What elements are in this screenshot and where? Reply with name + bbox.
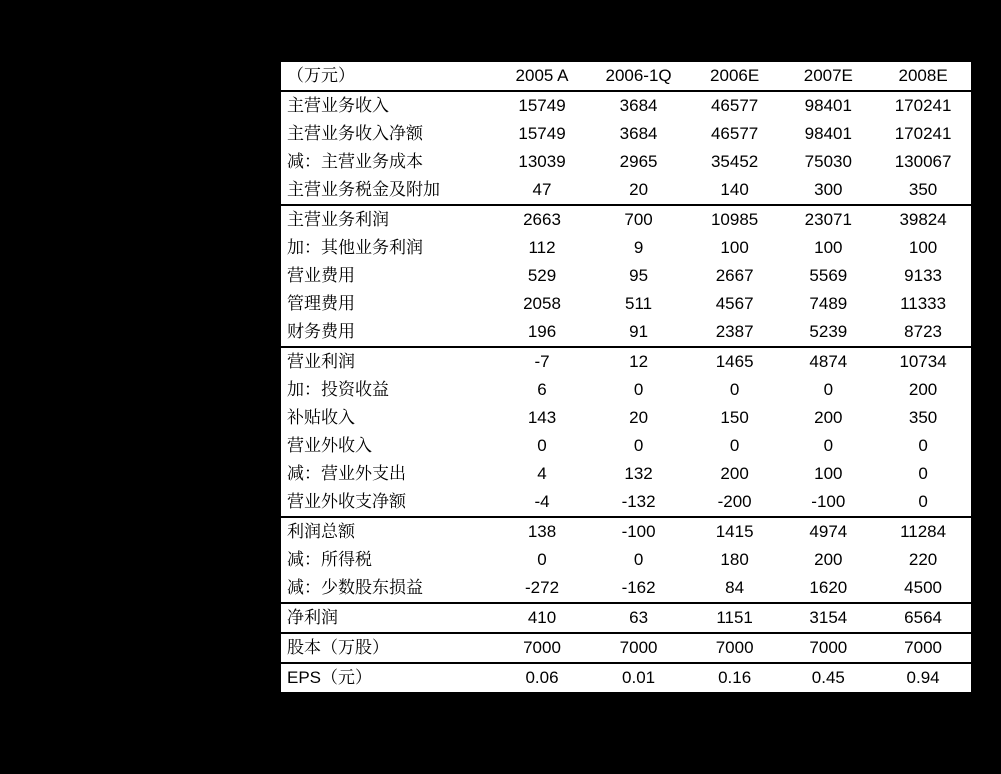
- row-value: -132: [621, 492, 656, 511]
- table-row: [281, 376, 971, 404]
- row-label: 补贴收入: [287, 408, 355, 427]
- row-value: -200: [717, 492, 752, 511]
- table-row: [281, 262, 971, 290]
- table-row: [281, 603, 971, 633]
- financial-table-body: [281, 62, 971, 693]
- row-value: 3684: [589, 91, 687, 120]
- row-value: 4: [537, 464, 547, 483]
- table-row: [281, 205, 971, 234]
- table-row: [281, 290, 971, 318]
- row-value: 0: [823, 380, 834, 399]
- row-value: 98401: [804, 124, 852, 143]
- row-value: 200: [814, 550, 843, 569]
- financial-table: [281, 62, 971, 694]
- row-label: 股本（万股）: [281, 633, 495, 663]
- row-label: 主营业务利润: [281, 205, 495, 234]
- row-label: 减：所得税: [287, 550, 372, 569]
- column-header-unit: （万元）: [287, 66, 355, 85]
- table-row: [281, 120, 971, 148]
- row-value: 4874: [781, 347, 875, 376]
- row-value: 132: [624, 464, 653, 483]
- row-value: 7489: [809, 294, 848, 313]
- table-row: [281, 517, 971, 546]
- row-value: 138: [495, 517, 590, 546]
- row-value: 7000: [781, 633, 875, 663]
- row-value: -4: [534, 492, 550, 511]
- row-value: 2663: [495, 205, 590, 234]
- row-value: 6: [537, 380, 547, 399]
- table-row: [281, 460, 971, 488]
- row-label: 减：主营业务成本: [287, 152, 423, 171]
- row-value: 150: [720, 408, 749, 427]
- row-value: 1151: [688, 603, 782, 633]
- row-value: 7000: [688, 633, 782, 663]
- row-value: -100: [589, 517, 687, 546]
- row-label: 营业费用: [287, 266, 355, 285]
- row-value: 180: [720, 550, 749, 569]
- row-label: 净利润: [281, 603, 495, 633]
- table-row: [281, 663, 971, 693]
- row-value: 1620: [809, 578, 848, 597]
- row-label: 主营业务收入净额: [287, 124, 423, 143]
- row-value: 6564: [875, 603, 971, 633]
- row-value: 7000: [875, 633, 971, 663]
- row-value: 4500: [904, 578, 942, 597]
- row-value: 700: [589, 205, 687, 234]
- table-row: [281, 574, 971, 603]
- row-value: 112: [528, 238, 556, 257]
- row-value: 300: [814, 180, 843, 199]
- row-value: 100: [814, 238, 843, 257]
- row-value: 140: [720, 180, 749, 199]
- row-value: 196: [527, 322, 557, 341]
- row-value: 23071: [781, 205, 875, 234]
- row-value: 2965: [619, 152, 658, 171]
- table-row: [281, 234, 971, 262]
- column-header-2008e: 2008E: [898, 66, 948, 85]
- row-value: 350: [908, 180, 938, 199]
- table-row: [281, 318, 971, 347]
- row-value: 10985: [688, 205, 782, 234]
- row-value: 20: [629, 180, 649, 199]
- row-value: 0: [633, 550, 644, 569]
- row-label: 减：少数股东损益: [287, 578, 423, 597]
- column-header-2005a: 2005 A: [515, 66, 569, 85]
- row-value: -100: [811, 492, 846, 511]
- row-value: 2387: [715, 322, 754, 341]
- row-value: 9133: [904, 266, 942, 285]
- row-value: 100: [908, 238, 938, 257]
- row-value: 46577: [710, 124, 759, 143]
- row-value: 12: [589, 347, 687, 376]
- row-value: 98401: [781, 91, 875, 120]
- row-value: 2667: [715, 266, 754, 285]
- row-value: -162: [621, 578, 656, 597]
- row-value: 410: [495, 603, 590, 633]
- row-value: 46577: [688, 91, 782, 120]
- row-value: 10734: [875, 347, 971, 376]
- row-value: 5239: [809, 322, 848, 341]
- row-value: 35452: [710, 152, 759, 171]
- row-value: 529: [527, 266, 557, 285]
- row-value: 7000: [589, 633, 687, 663]
- row-value: 75030: [804, 152, 852, 171]
- table-row: [281, 432, 971, 460]
- row-value: 2058: [523, 294, 561, 313]
- row-value: 15749: [495, 91, 590, 120]
- column-header-2007e: 2007E: [803, 66, 853, 85]
- row-label: 财务费用: [287, 322, 355, 341]
- table-header-row: [281, 62, 971, 91]
- row-value: 200: [720, 464, 749, 483]
- row-value: 0: [823, 436, 834, 455]
- row-value: 170241: [875, 91, 971, 120]
- row-value: 0: [729, 436, 740, 455]
- financial-table-container: [281, 62, 971, 694]
- row-value: 95: [629, 266, 649, 285]
- column-header-2006e: 2006E: [710, 66, 760, 85]
- row-value: 7000: [495, 633, 590, 663]
- table-row: [281, 546, 971, 574]
- row-value: 47: [532, 180, 552, 199]
- row-value: 170241: [894, 124, 952, 143]
- row-value: 0: [729, 380, 740, 399]
- row-value: 0.01: [589, 663, 687, 693]
- table-row: [281, 148, 971, 176]
- row-value: 9: [633, 238, 644, 257]
- row-label: 主营业务税金及附加: [287, 180, 440, 199]
- column-header-2006-1q: 2006-1Q: [605, 66, 672, 85]
- row-label: 营业利润: [281, 347, 495, 376]
- row-value: -272: [525, 578, 560, 597]
- table-row: [281, 633, 971, 663]
- row-value: 220: [908, 550, 938, 569]
- row-value: 0: [918, 464, 928, 483]
- row-value: 20: [629, 408, 649, 427]
- table-row: [281, 91, 971, 120]
- row-label: 加：投资收益: [287, 380, 389, 399]
- row-label: 加：其他业务利润: [287, 238, 423, 257]
- row-label: 营业外收入: [287, 436, 372, 455]
- row-value: 8723: [904, 322, 942, 341]
- row-label: 营业外收支净额: [287, 492, 406, 511]
- row-value: 5569: [809, 266, 848, 285]
- row-value: 350: [908, 408, 938, 427]
- row-value: 0: [537, 550, 547, 569]
- table-row: [281, 347, 971, 376]
- row-label: 管理费用: [287, 294, 355, 313]
- row-value: 0.06: [495, 663, 590, 693]
- table-row: [281, 488, 971, 517]
- row-label: EPS（元）: [281, 663, 495, 693]
- row-value: 13039: [518, 152, 566, 171]
- row-value: 130067: [894, 152, 952, 171]
- row-value: 200: [908, 380, 938, 399]
- row-value: 39824: [875, 205, 971, 234]
- row-value: 63: [589, 603, 687, 633]
- row-value: 3684: [619, 124, 658, 143]
- row-value: 0: [918, 436, 928, 455]
- row-value: 84: [725, 578, 745, 597]
- row-value: 0.16: [688, 663, 782, 693]
- row-value: 91: [629, 322, 649, 341]
- row-value: 0: [537, 436, 547, 455]
- table-row: [281, 176, 971, 205]
- row-value: 1415: [688, 517, 782, 546]
- row-value: 0: [918, 492, 928, 511]
- row-value: 511: [625, 294, 653, 313]
- row-value: 0: [633, 380, 644, 399]
- row-value: 4974: [781, 517, 875, 546]
- table-row: [281, 404, 971, 432]
- row-label: 减：营业外支出: [287, 464, 406, 483]
- row-value: 11333: [900, 294, 947, 313]
- row-value: 200: [814, 408, 843, 427]
- row-value: 15749: [518, 124, 566, 143]
- row-value: 0: [633, 436, 644, 455]
- row-label: 主营业务收入: [281, 91, 495, 120]
- row-value: 100: [814, 464, 843, 483]
- row-value: 11284: [875, 517, 971, 546]
- row-value: 1465: [688, 347, 782, 376]
- row-value: -7: [495, 347, 590, 376]
- row-value: 100: [720, 238, 749, 257]
- row-value: 0.94: [875, 663, 971, 693]
- row-value: 4567: [715, 294, 754, 313]
- row-label: 利润总额: [281, 517, 495, 546]
- row-value: 0.45: [781, 663, 875, 693]
- row-value: 143: [527, 408, 557, 427]
- row-value: 3154: [781, 603, 875, 633]
